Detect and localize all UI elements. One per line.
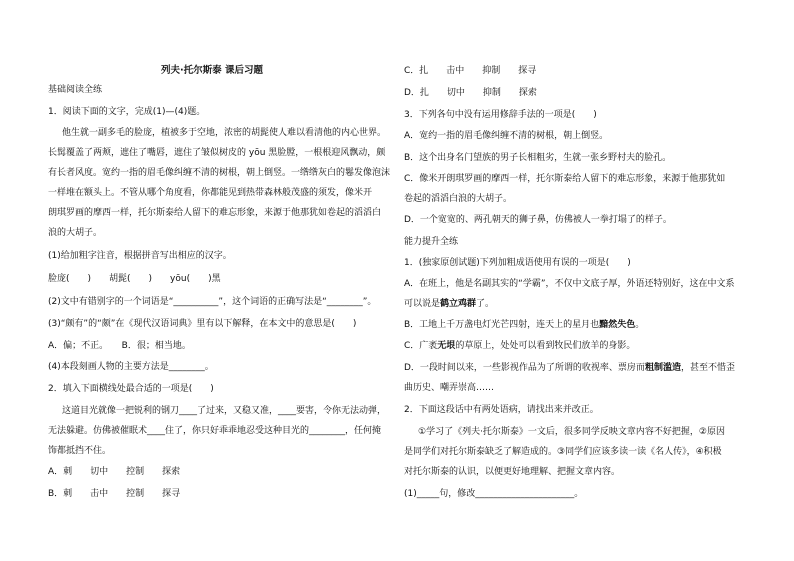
question-3-option-d: D．一个宽宽的、两孔朝天的狮子鼻，仿佛被人一拳打塌了的样子。 — [404, 215, 672, 225]
question-5-stem: 2．下面这段话中有两处语病，请找出来并改正。 — [404, 405, 599, 415]
question-5-text-line-3: 对托尔斯泰的认识，以便更好地理解、把握文章内容。 — [404, 467, 621, 477]
question-4-option-b — [404, 319, 644, 331]
question-3-option-c-line-1: C．像米开朗琪罗画的摩西一样，托尔斯泰给人留下的难忘形象，来源于他那犹如 — [404, 174, 726, 184]
passage-line-1: 他生就一副多毛的脸庞，植被多于空地，浓密的胡髭使人难以看清他的内心世界。 — [62, 128, 387, 138]
question-4-option-d-line-1 — [404, 362, 735, 374]
question-2-text-line-1: 这道目光就像一把锐利的钢刀____了过来，又稳又准，____要害，令你无法动弹， — [62, 406, 387, 416]
bold-idiom: 无垠 — [437, 341, 456, 351]
subquestion-1: (1)给加粗字注音，根据拼音写出相应的汉字。 — [48, 251, 232, 261]
passage-line-4: 一样堆在额头上。不管从哪个角度看，你都能见到热带森林般茂盛的须发，像米开 — [48, 188, 373, 198]
question-2-stem: 2．填入下面横线处最合适的一项是( ) — [48, 384, 214, 394]
question-3-option-b: B．这个出身名门望族的男子长相粗劣，生就一张乡野村夫的脸孔。 — [404, 153, 672, 163]
text-segment: D．一段时间以来，一些影视作品为了所谓的收视率、票房而 — [404, 363, 645, 373]
subquestion-3: (3)“颇有”的“颇”在《现代汉语词典》里有以下解释，在本文中的意思是( ) — [48, 319, 357, 329]
passage-line-2: 长髯覆盖了两颊，遮住了嘴唇，遮住了皱似树皮的 yōu 黑脸膛，一根根迎风飘动，颇 — [48, 148, 386, 158]
option-b: B．刺 击中 控制 探寻 — [48, 489, 181, 499]
bold-idiom: 鹤立鸡群 — [440, 299, 477, 309]
question-5-text-line-2: 是同学们对托尔斯泰缺乏了解造成的。③同学们应该多读一读《名人传》，④积极 — [404, 447, 722, 457]
question-3-stem: 3．下列各句中没有运用修辞手法的一项是( ) — [404, 110, 597, 120]
option-d: D．扎 切中 抑制 探索 — [404, 88, 537, 98]
text-segment: 的草原上，处处可以看到牧民们放羊的身影。 — [455, 341, 636, 351]
text-segment: 。 — [635, 320, 645, 330]
question-4-stem: 1．(独家原创试题)下列加粗成语使用有误的一项是( ) — [404, 258, 631, 268]
bold-idiom: 粗制滥造 — [644, 363, 681, 373]
text-segment: 可以说是 — [404, 299, 441, 309]
subquestion-4: (4)本段刻画人物的主要方法是________。 — [48, 362, 214, 372]
subquestion-1-blanks: 脸庞( ) 胡髭( ) yōu( )黑 — [48, 274, 221, 284]
subquestion-2: (2)文中有错别字的一个词语是“__________”，这个词语的正确写法是“________”。 — [48, 297, 377, 307]
question-3-option-a: A．宽约一指的眉毛像纠缠不清的树根，朝上倒竖。 — [404, 131, 609, 141]
question-5-text-line-1: ①学习了《列夫·托尔斯泰》一文后，很多同学反映文章内容不好把握，②原因 — [418, 427, 725, 437]
question-4-option-a-line-2 — [404, 298, 494, 310]
question-4-option-a-line-1: A．在班上，他是名副其实的“学霸”，不仅中文底子厚，外语还特别好，这在中文系 — [404, 279, 735, 289]
text-segment: ，甚至不惜歪 — [680, 363, 735, 373]
question-4-option-d-line-2: 曲历史、嘲弄崇高…… — [404, 383, 495, 393]
passage-line-5: 朗琪罗画的摩西一样，托尔斯泰给人留下的难忘形象，来源于他那犹如卷起的滔滔白 — [48, 208, 382, 218]
text-segment: 了。 — [476, 299, 495, 309]
question-3-option-c-line-2: 卷起的滔滔白浪的大胡子。 — [404, 194, 513, 204]
question-4-option-c — [404, 340, 635, 352]
section-heading-basic: 基础阅读全练 — [48, 85, 103, 95]
page-title: 列夫·托尔斯泰 课后习题 — [161, 65, 263, 76]
question-5-answer-line: (1)_____句，修改______________________。 — [404, 489, 584, 499]
question-2-text-line-2: 无法躲避。仿佛被催眠术____住了，你只好乖乖地忍受这种目光的________，任何掩 — [48, 426, 382, 436]
text-segment: B．工地上千万盏电灯光芒四射，连天上的星月也 — [404, 320, 600, 330]
passage-line-3: 有长者风度。宽约一指的眉毛像纠缠不清的树根，朝上倒竖。一绺绺灰白的鬈发像泡沫 — [48, 168, 391, 178]
subquestion-3-options: A．偏；不正。 B．很；相当地。 — [48, 341, 191, 351]
section-heading-advanced: 能力提升全练 — [404, 237, 459, 247]
text-segment: C．广袤 — [404, 341, 438, 351]
option-c: C．扎 击中 抑制 探寻 — [404, 66, 537, 76]
passage-line-6: 浪的大胡子。 — [48, 228, 103, 238]
question-1-stem: 1．阅读下面的文字，完成(1)—(4)题。 — [48, 107, 206, 117]
option-a: A．刺 切中 控制 探索 — [48, 467, 181, 477]
bold-idiom: 黯然失色 — [599, 320, 636, 330]
question-2-text-line-3: 饰都抵挡不住。 — [48, 446, 112, 456]
